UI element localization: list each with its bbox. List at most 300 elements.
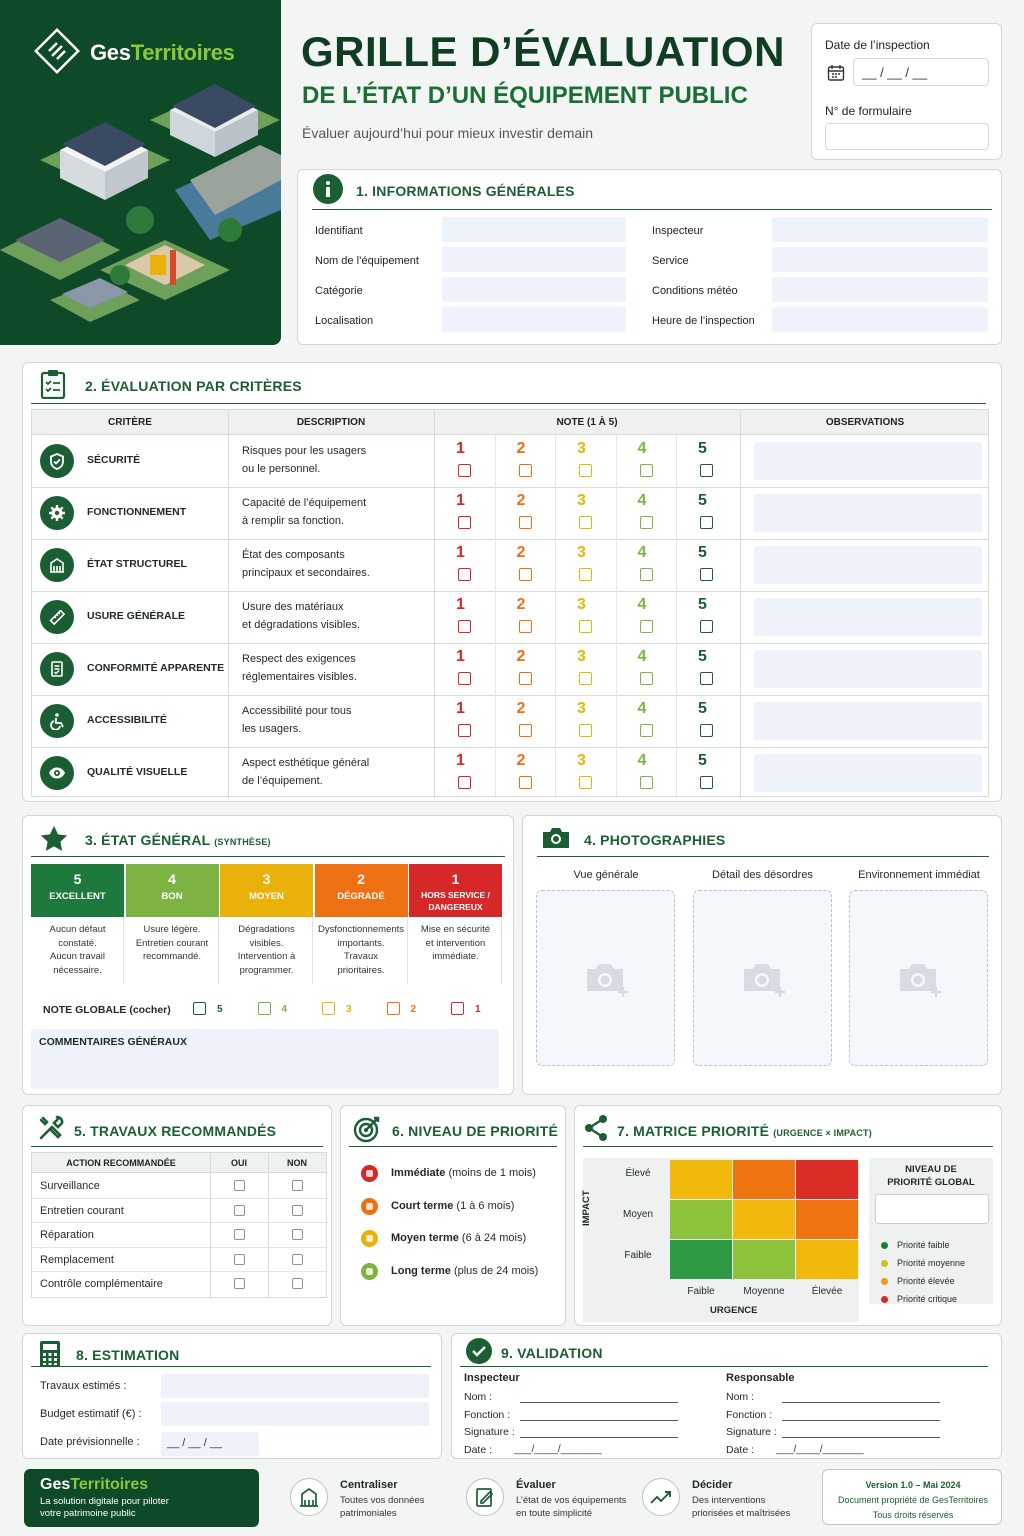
section3-title: 3. ÉTAT GÉNÉRAL (SYNTHÈSE) — [85, 832, 271, 848]
criterion-row — [32, 747, 988, 799]
validation-date[interactable]: ___/____/_______ — [776, 1442, 864, 1455]
score-label: 2 — [516, 596, 526, 613]
score-checkbox[interactable] — [700, 776, 713, 789]
inspector-heading: Inspecteur — [464, 1372, 520, 1384]
score-label: 3 — [577, 544, 586, 561]
validation-line[interactable] — [520, 1420, 678, 1421]
score-label: 2 — [516, 492, 526, 509]
validation-label: Nom : — [726, 1391, 755, 1403]
works-action-label: Contrôle complémentaire — [40, 1278, 163, 1290]
owner-text: Document propriété de GesTerritoires — [837, 1495, 989, 1505]
target-icon — [353, 1115, 381, 1143]
brand-logo-icon — [34, 28, 80, 74]
version-box — [822, 1469, 1002, 1525]
works-yes-checkbox[interactable] — [234, 1180, 245, 1191]
score-checkbox[interactable] — [579, 620, 592, 633]
state-level — [220, 864, 313, 984]
observation-field[interactable] — [754, 494, 982, 532]
score-label: 2 — [516, 440, 526, 457]
criterion-description: réglementaires visibles. — [242, 671, 357, 683]
calculator-icon — [39, 1340, 61, 1368]
works-no-checkbox[interactable] — [292, 1180, 303, 1191]
works-action-label: Réparation — [40, 1229, 94, 1241]
observation-field[interactable] — [754, 702, 982, 740]
score-checkbox[interactable] — [640, 516, 653, 529]
score-checkbox[interactable] — [458, 776, 471, 789]
section2-title: 2. ÉVALUATION PAR CRITÈRES — [85, 378, 302, 394]
score-label: 1 — [456, 700, 465, 717]
global-note-value: 4 — [281, 1004, 288, 1015]
header-observations: OBSERVATIONS — [825, 417, 905, 428]
section-general-state — [22, 815, 514, 1095]
state-description: visibles. — [249, 937, 284, 949]
validation-label: Fonction : — [464, 1408, 511, 1421]
criterion-row — [32, 643, 988, 695]
matrix-cell — [670, 1200, 732, 1239]
global-note-checkbox[interactable] — [193, 1002, 206, 1015]
score-label: 3 — [577, 648, 586, 665]
info-field[interactable] — [442, 307, 626, 332]
clipboard-icon — [40, 369, 66, 399]
score-checkbox[interactable] — [640, 568, 653, 581]
section9-title: 9. VALIDATION — [501, 1345, 603, 1361]
score-label: 2 — [516, 544, 526, 561]
brand-panel — [0, 0, 281, 345]
feature-desc: L’état de vos équipements — [516, 1495, 627, 1506]
criterion-description: Accessibilité pour tous — [242, 705, 352, 717]
equipment-illustration — [0, 80, 281, 345]
works-yes-checkbox[interactable] — [234, 1278, 245, 1289]
state-label: DÉGRADÉ — [337, 891, 385, 902]
section-general-info — [297, 169, 1002, 345]
score-checkbox[interactable] — [458, 620, 471, 633]
state-description: immédiate. — [432, 951, 479, 962]
global-note-checkbox[interactable] — [387, 1002, 400, 1015]
observation-field[interactable] — [754, 598, 982, 636]
eye-icon — [40, 756, 74, 790]
global-priority-label-1: NIVEAU DE — [905, 1164, 957, 1175]
camera-icon — [541, 826, 571, 850]
validation-label: Signature : — [726, 1426, 777, 1438]
criterion-row — [32, 539, 988, 591]
info-label: Conditions météo — [652, 285, 738, 297]
state-level — [315, 864, 408, 984]
priority-dot-icon — [361, 1230, 378, 1247]
form-number-field[interactable] — [825, 123, 989, 150]
score-label: 4 — [637, 648, 647, 665]
state-description: Travaux — [344, 951, 378, 962]
footer-brand — [24, 1469, 259, 1527]
photo-slot[interactable] — [536, 890, 675, 1066]
state-label: EXCELLENT — [49, 891, 106, 902]
urgence-axis-label: URGENCE — [710, 1305, 758, 1316]
works-action-label: Entretien courant — [40, 1204, 124, 1217]
score-label: 3 — [577, 492, 586, 509]
info-label: Nom de l’équipement — [315, 255, 419, 267]
estimation-label: Date prévisionnelle : — [40, 1436, 140, 1448]
impact-level-label: Faible — [624, 1250, 652, 1261]
section-priority — [340, 1105, 566, 1326]
criterion-name: ÉTAT STRUCTUREL — [87, 558, 187, 570]
score-checkbox[interactable] — [458, 464, 471, 477]
criterion-name: CONFORMITÉ APPARENTE — [87, 662, 225, 674]
global-priority-field[interactable] — [875, 1194, 989, 1224]
global-priority-label-2: PRIORITÉ GLOBAL — [887, 1177, 975, 1188]
global-note-value: 5 — [217, 1004, 223, 1015]
score-checkbox[interactable] — [579, 776, 592, 789]
state-label: HORS SERVICE / DANGEREUX — [421, 890, 490, 912]
matrix-cell — [733, 1160, 795, 1199]
date-label: Date de l’inspection — [825, 38, 930, 52]
global-note-value: 3 — [346, 1004, 352, 1015]
feature-desc: Toutes vos données — [340, 1495, 425, 1506]
criterion-name: SÉCURITÉ — [87, 454, 141, 466]
urgence-level-label: Faible — [687, 1286, 715, 1297]
state-description: Dysfonctionnements — [317, 924, 405, 935]
validation-line[interactable] — [782, 1402, 940, 1403]
score-label: 1 — [456, 440, 465, 457]
state-description: Dégradations — [238, 924, 295, 935]
page-title: GRILLE D’ÉVALUATION — [301, 28, 785, 75]
state-description: Aucun travail — [50, 951, 105, 962]
score-checkbox[interactable] — [519, 672, 532, 685]
legend-label: Priorité élevée — [897, 1276, 955, 1286]
criterion-description: de l’équipement. — [242, 775, 323, 787]
score-label: 4 — [637, 544, 647, 561]
validation-line[interactable] — [520, 1402, 678, 1403]
criterion-description: Risques pour les usagers — [242, 445, 367, 457]
validation-label: Date : — [464, 1443, 493, 1456]
criterion-name: USURE GÉNÉRALE — [87, 610, 186, 622]
header-critere: CRITÈRE — [108, 417, 152, 428]
score-checkbox[interactable] — [519, 464, 532, 477]
estimation-label: Budget estimatif (€) : — [40, 1408, 142, 1420]
feature-title: Décider — [692, 1479, 733, 1491]
state-description: nécessaire. — [53, 964, 102, 976]
criterion-row — [32, 487, 988, 539]
score-checkbox[interactable] — [640, 464, 653, 477]
matrix-cell — [670, 1240, 732, 1279]
validation-date[interactable]: ___/____/_______ — [514, 1442, 602, 1455]
legend-dot-icon — [881, 1278, 888, 1285]
criterion-name: QUALITÉ VISUELLE — [87, 766, 188, 778]
state-description: programmer. — [239, 964, 294, 976]
info-icon — [313, 174, 343, 204]
impact-level-label: Élevé — [625, 1168, 651, 1179]
criterion-name: FONCTIONNEMENT — [87, 506, 187, 518]
add-photo-icon — [742, 961, 788, 1000]
criterion-row — [32, 435, 988, 487]
works-yes-checkbox[interactable] — [234, 1205, 245, 1216]
info-label: Localisation — [315, 315, 374, 327]
ruler-icon — [40, 600, 74, 634]
score-label: 5 — [698, 440, 707, 457]
legend-label: Priorité faible — [897, 1240, 950, 1250]
version-text: Version 1.0 – Mai 2024 — [865, 1480, 961, 1490]
photo-slot[interactable] — [693, 890, 832, 1066]
score-label: 5 — [698, 596, 707, 613]
legend-dot-icon — [881, 1296, 888, 1303]
works-header-yes: OUI — [230, 1158, 247, 1168]
score-label: 1 — [456, 492, 465, 509]
validation-line[interactable] — [782, 1437, 940, 1438]
criterion-description: principaux et secondaires. — [242, 567, 370, 579]
score-checkbox[interactable] — [579, 568, 592, 581]
observation-field[interactable] — [754, 442, 982, 480]
score-checkbox[interactable] — [519, 724, 532, 737]
criterion-description: les usagers. — [242, 723, 302, 735]
criterion-row — [32, 591, 988, 643]
section1-title: 1. INFORMATIONS GÉNÉRALES — [356, 183, 575, 199]
priority-item: Court terme (1 à 6 mois) — [391, 1199, 515, 1212]
estimation-date-field[interactable]: __ / __ / __ — [161, 1432, 259, 1456]
state-description: Mise en sécurité — [420, 924, 491, 935]
score-label: 5 — [698, 544, 707, 561]
criterion-description: à remplir sa fonction. — [242, 515, 345, 527]
matrix-cell — [796, 1200, 858, 1239]
works-action-label: Surveillance — [40, 1180, 100, 1192]
info-label: Identifiant — [315, 225, 363, 237]
score-label: 2 — [516, 752, 526, 769]
score-checkbox[interactable] — [640, 672, 653, 685]
manager-heading: Responsable — [726, 1372, 795, 1384]
global-priority-box — [869, 1158, 993, 1304]
building-icon — [290, 1478, 328, 1516]
date-field[interactable]: __ / __ / __ — [853, 58, 989, 86]
priority-dot-icon — [361, 1198, 378, 1215]
feature-desc: en toute simplicité — [516, 1508, 593, 1519]
check-icon — [466, 1338, 492, 1364]
score-checkbox[interactable] — [458, 516, 471, 529]
state-description: constaté. — [58, 937, 97, 949]
footer-brand-name: GesTerritoires — [40, 1476, 149, 1493]
section-matrix — [574, 1105, 1002, 1326]
matrix-cell — [796, 1160, 858, 1199]
header-description: DESCRIPTION — [296, 417, 366, 428]
score-checkbox[interactable] — [700, 672, 713, 685]
info-field[interactable] — [442, 277, 626, 302]
section-photos — [522, 815, 1002, 1095]
score-checkbox[interactable] — [700, 464, 713, 477]
footer-brand-desc-2: votre patrimoine public — [40, 1508, 136, 1519]
criterion-description: ou le personnel. — [242, 463, 321, 475]
works-no-checkbox[interactable] — [292, 1205, 303, 1216]
criteria-table — [31, 409, 989, 797]
score-label: 1 — [456, 596, 465, 613]
info-label: Catégorie — [315, 285, 363, 297]
feature-desc: priorisées et maîtrisées — [692, 1508, 791, 1519]
state-description: recommandé. — [142, 951, 202, 962]
score-label: 3 — [577, 752, 586, 769]
works-no-checkbox[interactable] — [292, 1254, 303, 1265]
global-note-value: 2 — [410, 1004, 417, 1015]
form-number-label: N° de formulaire — [825, 104, 912, 118]
matrix-cell — [733, 1200, 795, 1239]
score-checkbox[interactable] — [700, 620, 713, 633]
global-note-value: 1 — [475, 1004, 481, 1015]
shield-icon — [40, 444, 74, 478]
works-no-checkbox[interactable] — [292, 1229, 303, 1240]
state-number: 4 — [168, 871, 176, 887]
score-label: 1 — [456, 544, 465, 561]
info-field[interactable] — [772, 217, 988, 242]
works-table — [31, 1152, 327, 1298]
observation-field[interactable] — [754, 754, 982, 792]
score-label: 4 — [637, 596, 647, 613]
score-label: 4 — [637, 700, 647, 717]
validation-label: Nom : — [464, 1391, 493, 1403]
score-checkbox[interactable] — [519, 620, 532, 633]
feature-desc: Des interventions — [692, 1495, 766, 1506]
score-label: 1 — [456, 752, 465, 769]
share-icon — [584, 1114, 610, 1142]
section4-title: 4. PHOTOGRAPHIES — [584, 832, 726, 848]
section-criteria — [22, 362, 1002, 802]
validation-label: Signature : — [464, 1426, 515, 1438]
info-label: Inspecteur — [652, 225, 704, 237]
estimation-field[interactable] — [161, 1374, 429, 1398]
edit-icon — [466, 1478, 504, 1516]
header-note: NOTE (1 À 5) — [556, 417, 618, 428]
works-action-label: Remplacement — [40, 1253, 114, 1266]
priority-dot-icon — [361, 1263, 378, 1280]
state-description: prioritaires. — [337, 964, 385, 976]
state-label: MOYEN — [249, 891, 284, 902]
estimation-label: Travaux estimés : — [40, 1380, 127, 1392]
score-label: 2 — [516, 648, 526, 665]
state-level — [126, 864, 219, 984]
info-field[interactable] — [442, 247, 626, 272]
legend-dot-icon — [881, 1242, 888, 1249]
score-label: 1 — [456, 648, 465, 665]
legend-dot-icon — [881, 1260, 888, 1267]
observation-field[interactable] — [754, 650, 982, 688]
score-checkbox[interactable] — [700, 724, 713, 737]
score-checkbox[interactable] — [519, 776, 532, 789]
state-description: Intervention à — [237, 951, 296, 962]
score-checkbox[interactable] — [640, 724, 653, 737]
calendar-icon — [827, 64, 845, 82]
section5-title: 5. TRAVAUX RECOMMANDÉS — [74, 1123, 277, 1139]
star-icon — [39, 824, 69, 854]
score-checkbox[interactable] — [579, 724, 592, 737]
priority-item: Immédiate (moins de 1 mois) — [391, 1167, 536, 1179]
criterion-name: ACCESSIBILITÉ — [87, 714, 167, 726]
criterion-description: Respect des exigences — [242, 653, 356, 665]
legend-label: Priorité critique — [897, 1294, 958, 1304]
footer-brand-desc-1: La solution digitale pour piloter — [40, 1496, 169, 1507]
state-number: 3 — [262, 871, 271, 887]
feature-desc: patrimoniales — [340, 1508, 397, 1519]
validation-line[interactable] — [782, 1420, 940, 1421]
global-note-checkbox[interactable] — [322, 1002, 335, 1015]
works-yes-checkbox[interactable] — [234, 1229, 245, 1240]
score-label: 5 — [698, 752, 707, 769]
info-field[interactable] — [442, 217, 626, 242]
urgence-level-label: Élevée — [811, 1286, 843, 1297]
trend-icon — [642, 1478, 680, 1516]
observation-field[interactable] — [754, 546, 982, 584]
state-number: 2 — [357, 871, 365, 887]
priority-item: Long terme (plus de 24 mois) — [391, 1264, 539, 1277]
add-photo-icon — [898, 961, 944, 1000]
works-no-checkbox[interactable] — [292, 1278, 303, 1289]
criterion-description: Aspect esthétique général — [242, 757, 370, 769]
score-checkbox[interactable] — [458, 724, 471, 737]
section-estimation — [22, 1333, 442, 1459]
urgence-level-label: Moyenne — [743, 1286, 785, 1297]
works-header-no: NON — [287, 1158, 307, 1168]
comments-label-overlay: COMMENTAIRES GÉNÉRAUX — [39, 1036, 187, 1048]
info-label: Service — [652, 255, 689, 267]
global-note-checkbox[interactable] — [258, 1002, 271, 1015]
criterion-description: Usure des matériaux — [242, 601, 344, 613]
state-level — [31, 864, 124, 984]
score-checkbox[interactable] — [579, 516, 592, 529]
brand-name: GesTerritoires — [90, 40, 235, 65]
score-checkbox[interactable] — [700, 568, 713, 581]
state-description: Aucun défaut — [49, 924, 106, 935]
feature-title: Évaluer — [516, 1479, 556, 1491]
estimation-field[interactable] — [161, 1402, 429, 1426]
score-label: 4 — [637, 440, 647, 457]
state-description: Usure légère. — [143, 924, 201, 935]
state-description: Entretien courant — [135, 937, 209, 949]
priority-item: Moyen terme (6 à 24 mois) — [391, 1232, 527, 1244]
page-tagline: Évaluer aujourd’hui pour mieux investir demain — [302, 125, 594, 141]
photo-caption: Vue générale — [573, 869, 639, 881]
score-label: 5 — [698, 700, 707, 717]
score-checkbox[interactable] — [458, 568, 471, 581]
global-note-checkbox[interactable] — [451, 1002, 464, 1015]
building-icon — [40, 548, 74, 582]
section6-title: 6. NIVEAU DE PRIORITÉ — [392, 1123, 559, 1139]
wheelchair-icon — [40, 704, 74, 738]
gear-icon — [40, 496, 74, 530]
inspection-box — [811, 23, 1002, 160]
validation-line[interactable] — [520, 1437, 678, 1438]
score-checkbox[interactable] — [700, 516, 713, 529]
matrix-cell — [733, 1240, 795, 1279]
photo-caption: Environnement immédiat — [858, 869, 980, 881]
score-checkbox[interactable] — [579, 672, 592, 685]
global-note-label: NOTE GLOBALE (cocher) — [43, 1004, 171, 1016]
score-label: 3 — [577, 596, 586, 613]
info-field[interactable] — [772, 247, 988, 272]
score-checkbox[interactable] — [519, 568, 532, 581]
score-checkbox[interactable] — [579, 464, 592, 477]
score-checkbox[interactable] — [458, 672, 471, 685]
criterion-description: et dégradations visibles. — [242, 619, 361, 631]
score-label: 4 — [637, 752, 647, 769]
legend-label: Priorité moyenne — [897, 1258, 966, 1268]
score-checkbox[interactable] — [519, 516, 532, 529]
state-label: BON — [161, 891, 183, 902]
score-checkbox[interactable] — [640, 620, 653, 633]
works-yes-checkbox[interactable] — [234, 1254, 245, 1265]
photo-caption: Détail des désordres — [712, 869, 813, 881]
score-label: 2 — [516, 700, 526, 717]
matrix-cell — [670, 1160, 732, 1199]
validation-label: Date : — [726, 1443, 755, 1456]
tools-icon — [37, 1114, 65, 1142]
photo-slot[interactable] — [849, 890, 988, 1066]
criterion-description: Capacité de l’équipement — [242, 497, 367, 509]
feature-title: Centraliser — [340, 1479, 398, 1491]
info-field[interactable] — [772, 277, 988, 302]
info-field[interactable] — [772, 307, 988, 332]
score-checkbox[interactable] — [640, 776, 653, 789]
